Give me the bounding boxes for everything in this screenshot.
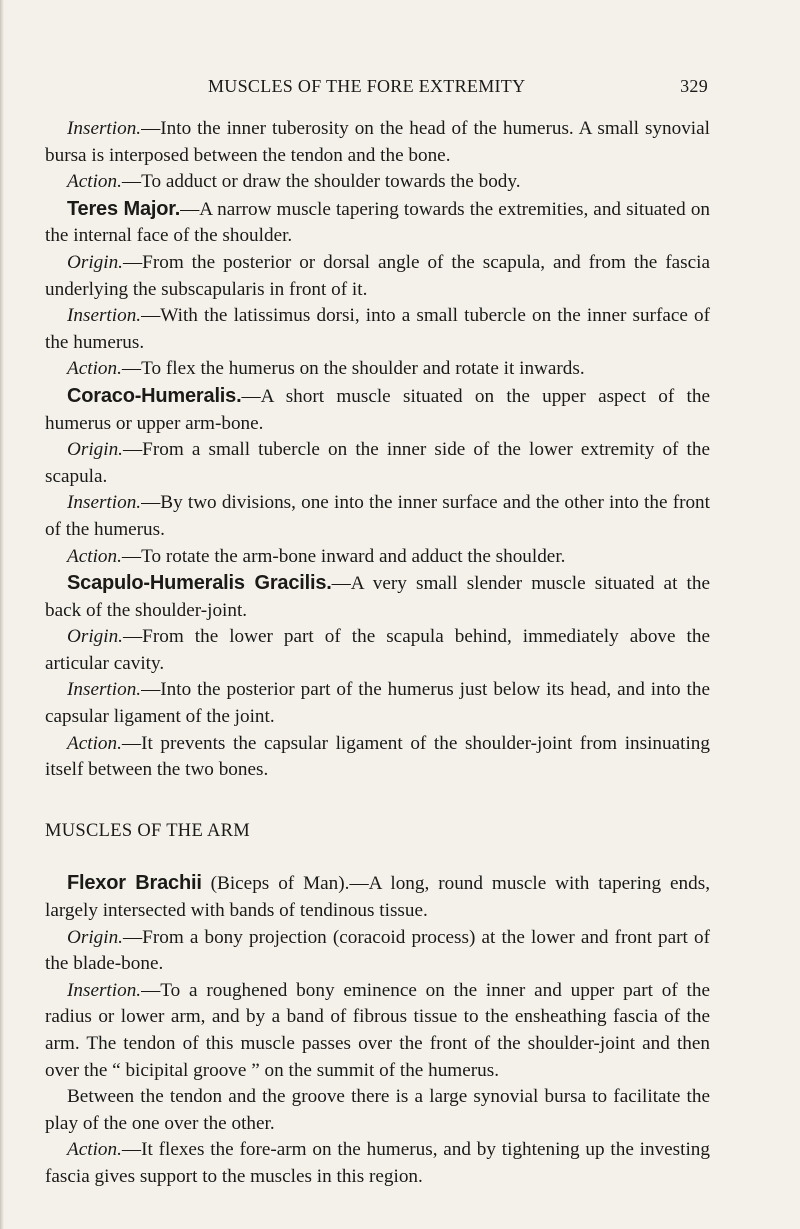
paragraph [45, 437, 710, 490]
paragraph-label: Insertion. [67, 305, 142, 327]
paragraph-text: —Into the posterior part of the humerus just below its head, and into the capsular ligament of the joint. [45, 679, 710, 728]
paragraph [45, 116, 710, 169]
paragraph-text: —It flexes the fore-arm on the humerus, and by tightening up the investing fascia gives support to the muscles in this region. [45, 1139, 710, 1187]
paragraph [45, 169, 710, 196]
paragraph-text: —A narrow muscle tapering towards the extremities, and situated on the internal face of the shoulder. [45, 198, 711, 247]
paragraph-label: Insertion. [67, 679, 142, 701]
paragraph-label: Action. [67, 358, 122, 380]
paragraph-text: Between the tendon and the groove there is a large synovial bursa to facilitate the play of the one over the other. [45, 1086, 710, 1134]
paragraph [45, 383, 710, 437]
paragraph-text: —From a bony projection (coracoid process) at the lower and front part of the blade-bone. [45, 926, 710, 975]
paragraph [45, 303, 710, 356]
paragraph [45, 677, 710, 730]
paragraph-label: Origin. [67, 439, 123, 461]
paragraph [45, 570, 710, 624]
paragraph-text: —From the posterior or dorsal angle of the scapula, and from the fascia underlying the subscapularis in front of it. [45, 251, 710, 300]
paragraph [45, 925, 710, 978]
paragraph-label: Action. [67, 171, 122, 193]
paragraph [45, 978, 710, 1084]
paragraph [45, 1137, 710, 1190]
paragraph [45, 196, 710, 250]
paragraph-text: —With the latissimus dorsi, into a small tubercle on the inner surface of the humerus. [45, 305, 710, 353]
paragraph-text: —From a small tubercle on the inner side of the lower extremity of the scapula. [45, 439, 710, 487]
paragraph-text: —A short muscle situated on the upper aspect of the humerus or upper arm-bone. [45, 385, 710, 434]
paragraph [45, 490, 710, 543]
paragraph-text: (Biceps of Man).—A long, round muscle with tapering ends, largely intersected with bands of tendinous tissue. [45, 873, 710, 922]
paragraph [45, 1084, 710, 1137]
paragraph [45, 731, 710, 784]
paragraph [45, 624, 710, 677]
paragraph-label: Action. [67, 545, 122, 567]
paragraph-label: Action. [67, 732, 122, 754]
muscle-heading: Coraco-Humeralis. [67, 384, 242, 407]
paragraph [45, 870, 710, 924]
paragraph-label: Insertion. [67, 979, 142, 1001]
muscle-heading: Teres Major. [67, 197, 181, 220]
paragraph-label: Origin. [67, 251, 123, 273]
paragraph-text: —From the lower part of the scapula behind, immediately above the articular cavity. [45, 626, 710, 674]
page-body [45, 116, 710, 1191]
paragraph [45, 356, 710, 383]
paragraph-text: —A very small slender muscle situated at the back of the shoulder-joint. [45, 573, 710, 621]
paragraph-text: —To flex the humerus on the shoulder and rotate it inwards. [121, 358, 585, 380]
running-title: MUSCLES OF THE FORE EXTREMITY [208, 76, 526, 96]
paragraph [45, 544, 710, 571]
paragraph-label: Insertion. [67, 492, 142, 514]
muscle-heading: Flexor Brachii [67, 872, 202, 895]
paragraph-text: —To rotate the arm-bone inward and adduct the shoulder. [121, 545, 566, 567]
paragraph-text: —To adduct or draw the shoulder towards the body. [121, 171, 521, 193]
paragraph-text: —Into the inner tuberosity on the head of the humerus. A small synovial bursa is interposed between the tendon and the bone. [45, 118, 710, 166]
paragraph-text: —By two divisions, one into the inner surface and the other into the front of the humerus. [45, 492, 710, 540]
paragraph-label: Insertion. [67, 118, 142, 139]
paragraph [45, 250, 710, 303]
paragraph-label: Origin. [67, 926, 123, 948]
muscle-heading: Scapulo-Humeralis Gracilis. [67, 572, 332, 595]
page-edge [0, 0, 4, 1229]
running-header [208, 76, 708, 97]
section-title: MUSCLES OF THE ARM [45, 820, 251, 841]
paragraph-text: —It prevents the capsular ligament of the shoulder-joint from insinuating itself between the two bones. [45, 732, 710, 781]
paragraph-text: —To a roughened bony eminence on the inner and upper part of the radius or lower arm, and by a band of fibrous tissue to the ensheathing fascia of the arm. The tendon of this muscle passes over the front of the shoulder-joint and then over the “ bicipital groove ” on the summit of the humerus. [45, 979, 710, 1081]
paragraph-label: Action. [67, 1139, 122, 1161]
paragraph-label: Origin. [67, 626, 123, 648]
page-number: 329 [680, 76, 708, 96]
